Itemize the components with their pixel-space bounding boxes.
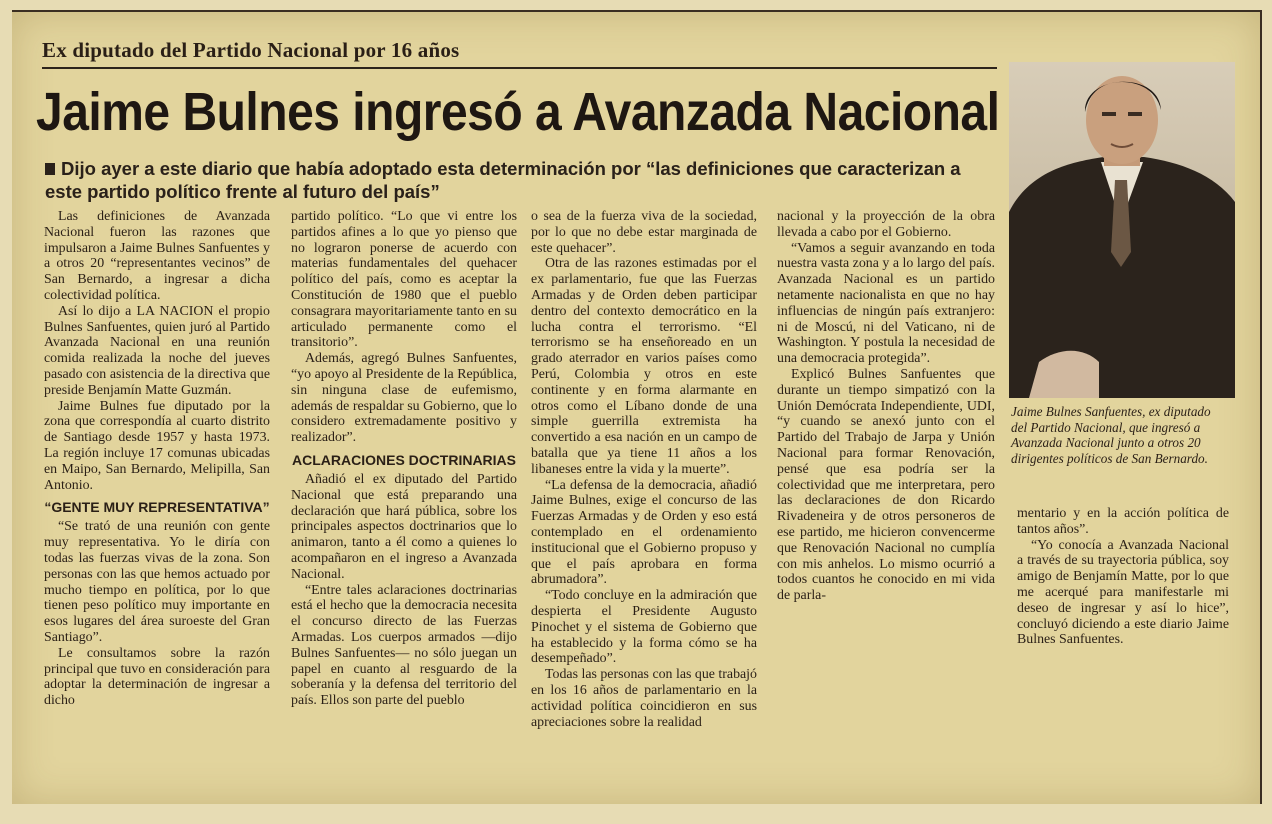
article-column-1: [44, 209, 270, 709]
paragraph: Así lo dijo a LA NACION el propio Bulnes Sanfuentes, quien juró al Partido Avanzada Nacional en una reunión comida realizada la noche del jueves pasado con asistencia de la directiva que preside Benjamín Matte Guzmán.: [44, 303, 270, 398]
photo-caption: Jaime Bulnes Sanfuentes, ex diputado del Partido Nacional, que ingresó a Avanzada Nacional junto a otros 20 dirigentes políticos de San Bernardo.: [1011, 404, 1211, 466]
paragraph: Añadió el ex diputado del Partido Nacional que está preparando una declaración que hará pública, sobre los principales aspectos doctrinarios que lo animaron, tanto a él como a quienes lo acompañaron en el ingreso a Avanzada Nacional.: [291, 471, 517, 582]
bullet-square-icon: [45, 163, 55, 175]
paragraph: nacional y la proyección de la obra llevada a cabo por el Gobierno.: [777, 209, 995, 240]
deck-text: Dijo ayer a este diario que había adoptado esta determinación por “las definiciones que caracterizan a este partido político frente al futuro del país”: [45, 158, 961, 202]
article-column-4: [777, 209, 995, 604]
paragraph: Además, agregó Bulnes Sanfuentes, “yo apoyo al Presidente de la República, sin ninguna clase de eufemismo, además de respaldar su Gobierno, que lo considero extremadamente positivo y realizador”.: [291, 351, 517, 446]
article-headline: Jaime Bulnes ingresó a Avanzada Nacional: [36, 83, 1000, 143]
subhead: ACLARACIONES DOCTRINARIAS: [292, 451, 516, 468]
subhead: “GENTE MUY REPRESENTATIVA”: [44, 499, 270, 516]
paragraph: “Entre tales aclaraciones doctrinarias está el hecho que la democracia necesita el concurso directo de las Fuerzas Armadas. Los cuerpos armados —dijo Bulnes Sanfuentes— no sólo juegan un papel en cuanto al resguardo de la soberanía y la defensa del territorio del país. Ellos son parte del pueblo: [291, 582, 517, 709]
article-kicker: Ex diputado del Partido Nacional por 16 años: [42, 38, 997, 69]
paragraph: Le consultamos sobre la razón principal que tuvo en consideración para adoptar la determinación de ingresar a dicho: [44, 645, 270, 709]
portrait-photo: [1009, 62, 1235, 398]
paragraph: “Se trató de una reunión con gente muy representativa. Yo le diría con todas las fuerzas vivas de la zona. Son personas con las que hemos actuado por mucho tiempo en política, por lo que tienen peso político muy importante en esos lugares del área suroeste del Gran Santiago”.: [44, 519, 270, 645]
paragraph: “Todo concluye en la admiración que despierta el Presidente Augusto Pinochet y el sistema de Gobierno que ha establecido y la forma cómo se ha desempeñado”.: [531, 588, 757, 667]
paragraph: “La defensa de la democracia, añadió Jaime Bulnes, exige el concurso de las Fuerzas Armadas y de Orden y eso está contemplado en el ordenamiento institucional que el Gobierno propuso y que el país aprobara en forma abrumadora”.: [531, 477, 757, 588]
paragraph: mentario y en la acción política de tantos años”.: [1017, 506, 1229, 537]
paragraph: Las definiciones de Avanzada Nacional fueron las razones que impulsaron a Jaime Bulnes Sanfuentes y a otros 20 “representantes vecinos” de San Bernardo, a ingresar a dicha colectividad política.: [44, 209, 270, 303]
paragraph: Otra de las razones estimadas por el ex parlamentario, fue que las Fuerzas Armadas y de Orden deben participar dentro del contexto democrático en la lucha contra el terrorismo. “El terrorismo se ha enseñoreado en un grado aterrador en varios países como Perú, Colombia y otros en este continente y en forma alarmante en otros como el Líbano donde de una simple guerrilla extremista ha convertido a esa nación en un campo de batalla que ya tiene 11 años a los libaneses entre la vida y la muerte”.: [531, 256, 757, 477]
article-column-5: [1017, 506, 1229, 648]
article-column-3: [531, 209, 757, 730]
portrait-image: [1009, 62, 1235, 398]
paragraph: Jaime Bulnes fue diputado por la zona que correspondía al cuarto distrito de Santiago desde 1957 y hasta 1973. La región incluye 17 comunas ubicadas en Maipo, San Bernardo, Melipilla, San Antonio.: [44, 398, 270, 493]
article-column-2: [291, 209, 517, 709]
article-deck: [45, 157, 975, 203]
newspaper-clipping: [12, 10, 1262, 804]
paragraph: “Vamos a seguir avanzando en toda nuestra vasta zona y a lo largo del país. Avanzada Nacional es un partido netamente nacionalista en que no hay influencias de ningún país extranjero: ni de Moscú, ni del Vaticano, ni de Washington. Y postula la necesidad de una democracia protegida”.: [777, 240, 995, 367]
paragraph: “Yo conocía a Avanzada Nacional a través de su trayectoria pública, soy amigo de Benjamín Matte, por lo que me acerqué para manifestarle mi deseo de ingresar y así lo hice”, concluyó diciendo a este diario Jaime Bulnes Sanfuentes.: [1017, 537, 1229, 648]
paragraph: o sea de la fuerza viva de la sociedad, por lo que no debe estar marginada de este quehacer”.: [531, 209, 757, 256]
paragraph: Todas las personas con las que trabajó en los 16 años de parlamentario en la actividad política coincidieron en sus apreciaciones sobre la realidad: [531, 667, 757, 730]
paragraph: partido político. “Lo que vi entre los partidos afines a lo que yo pienso que no lograron ponerse de acuerdo con materias fundamentales del quehacer político del país, como es aceptar la Constitución de 1980 que el pueblo consagrara mayoritariamente tanto en su articulado permanente como el transitorio”.: [291, 209, 517, 351]
paragraph: Explicó Bulnes Sanfuentes que durante un tiempo simpatizó con la Unión Demócrata Independiente, UDI, “y cuando se anexó junto con el Partido del Trabajo de Jarpa y Unión Nacional para formar Renovación, pensé que esa podría ser la colectividad que me interpretara, pero las declaraciones de don Ricardo Rivadeneira y de otros personeros de ese partido, me hicieron convencerme que Renovación Nacional no cumplía con mis anhelos. Lo mismo ocurrió a todos cuantos he conocido en mi vida de parla-: [777, 366, 995, 604]
